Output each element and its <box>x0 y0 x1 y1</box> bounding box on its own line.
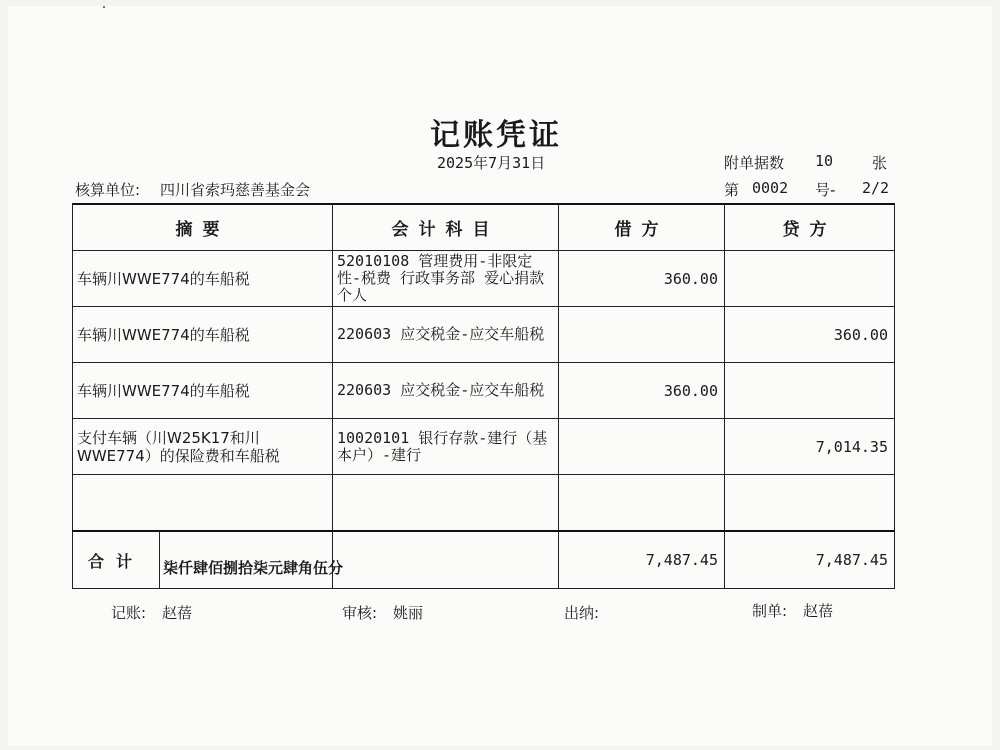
column-header-summary: 摘要 <box>73 204 333 251</box>
row-summary: 车辆川WWE774的车船税 <box>73 307 333 363</box>
row-summary: 车辆川WWE774的车船税 <box>73 363 333 419</box>
row-account: 220603 应交税金-应交车船税 <box>333 363 559 419</box>
total-words-cell <box>333 531 559 589</box>
row-credit <box>725 363 895 419</box>
row-debit <box>559 307 725 363</box>
number-prefix: 第 <box>724 181 740 199</box>
number-suffix: 号- <box>815 181 836 199</box>
unit-name: 四川省索玛慈善基金会 <box>160 181 311 199</box>
voucher-title: 记账凭证 <box>430 118 562 153</box>
reviewer-label: 审核: <box>342 604 378 622</box>
attachments-label: 附单据数 <box>724 154 785 172</box>
row-debit <box>559 419 725 475</box>
row-credit <box>725 475 895 532</box>
row-debit <box>559 475 725 532</box>
table-row <box>73 307 895 363</box>
preparer-label: 制单: <box>752 602 788 620</box>
row-summary: 车辆川WWE774的车船税 <box>73 251 333 307</box>
row-account: 220603 应交税金-应交车船税 <box>333 307 559 363</box>
voucher-date: 2025年7月31日 <box>437 154 546 172</box>
table-header-row <box>73 204 895 251</box>
bookkeeper-name: 赵蓓 <box>162 604 193 622</box>
column-header-credit: 贷方 <box>725 204 895 251</box>
row-account: 10020101 银行存款-建行（基本户）-建行 <box>333 419 559 475</box>
table-row <box>73 419 895 475</box>
row-credit: 7,014.35 <box>725 419 895 475</box>
row-credit <box>725 251 895 307</box>
row-debit: 360.00 <box>559 363 725 419</box>
table-row-empty <box>73 475 895 532</box>
row-account: 52010108 管理费用-非限定性-税费 行政事务部 爱心捐款 个人 <box>333 251 559 307</box>
table-row <box>73 251 895 307</box>
total-credit: 7,487.45 <box>725 531 895 589</box>
reviewer-name: 姚丽 <box>393 604 424 622</box>
page-indicator: 2/2 <box>862 179 890 197</box>
total-amount-words: 柒仟肆佰捌拾柒元肆角伍分 <box>163 559 344 577</box>
unit-label: 核算单位: <box>75 181 141 199</box>
attachments-unit: 张 <box>872 154 888 172</box>
row-account <box>333 475 559 532</box>
column-header-debit: 借方 <box>559 204 725 251</box>
scan-speck <box>103 6 105 8</box>
preparer-name: 赵蓓 <box>803 602 834 620</box>
row-credit: 360.00 <box>725 307 895 363</box>
cashier-label: 出纳: <box>564 604 600 622</box>
column-header-account: 会计科目 <box>333 204 559 251</box>
table-row <box>73 363 895 419</box>
bookkeeper-label: 记账: <box>111 604 147 622</box>
voucher-table <box>72 203 895 589</box>
row-summary: 支付车辆（川W25K17和川WWE774）的保险费和车船税 <box>73 419 333 475</box>
voucher-number: 0002 <box>752 179 789 197</box>
total-label: 合计 <box>73 532 160 588</box>
attachments-count: 10 <box>815 152 834 170</box>
row-debit: 360.00 <box>559 251 725 307</box>
row-summary <box>73 475 333 532</box>
total-debit: 7,487.45 <box>559 531 725 589</box>
